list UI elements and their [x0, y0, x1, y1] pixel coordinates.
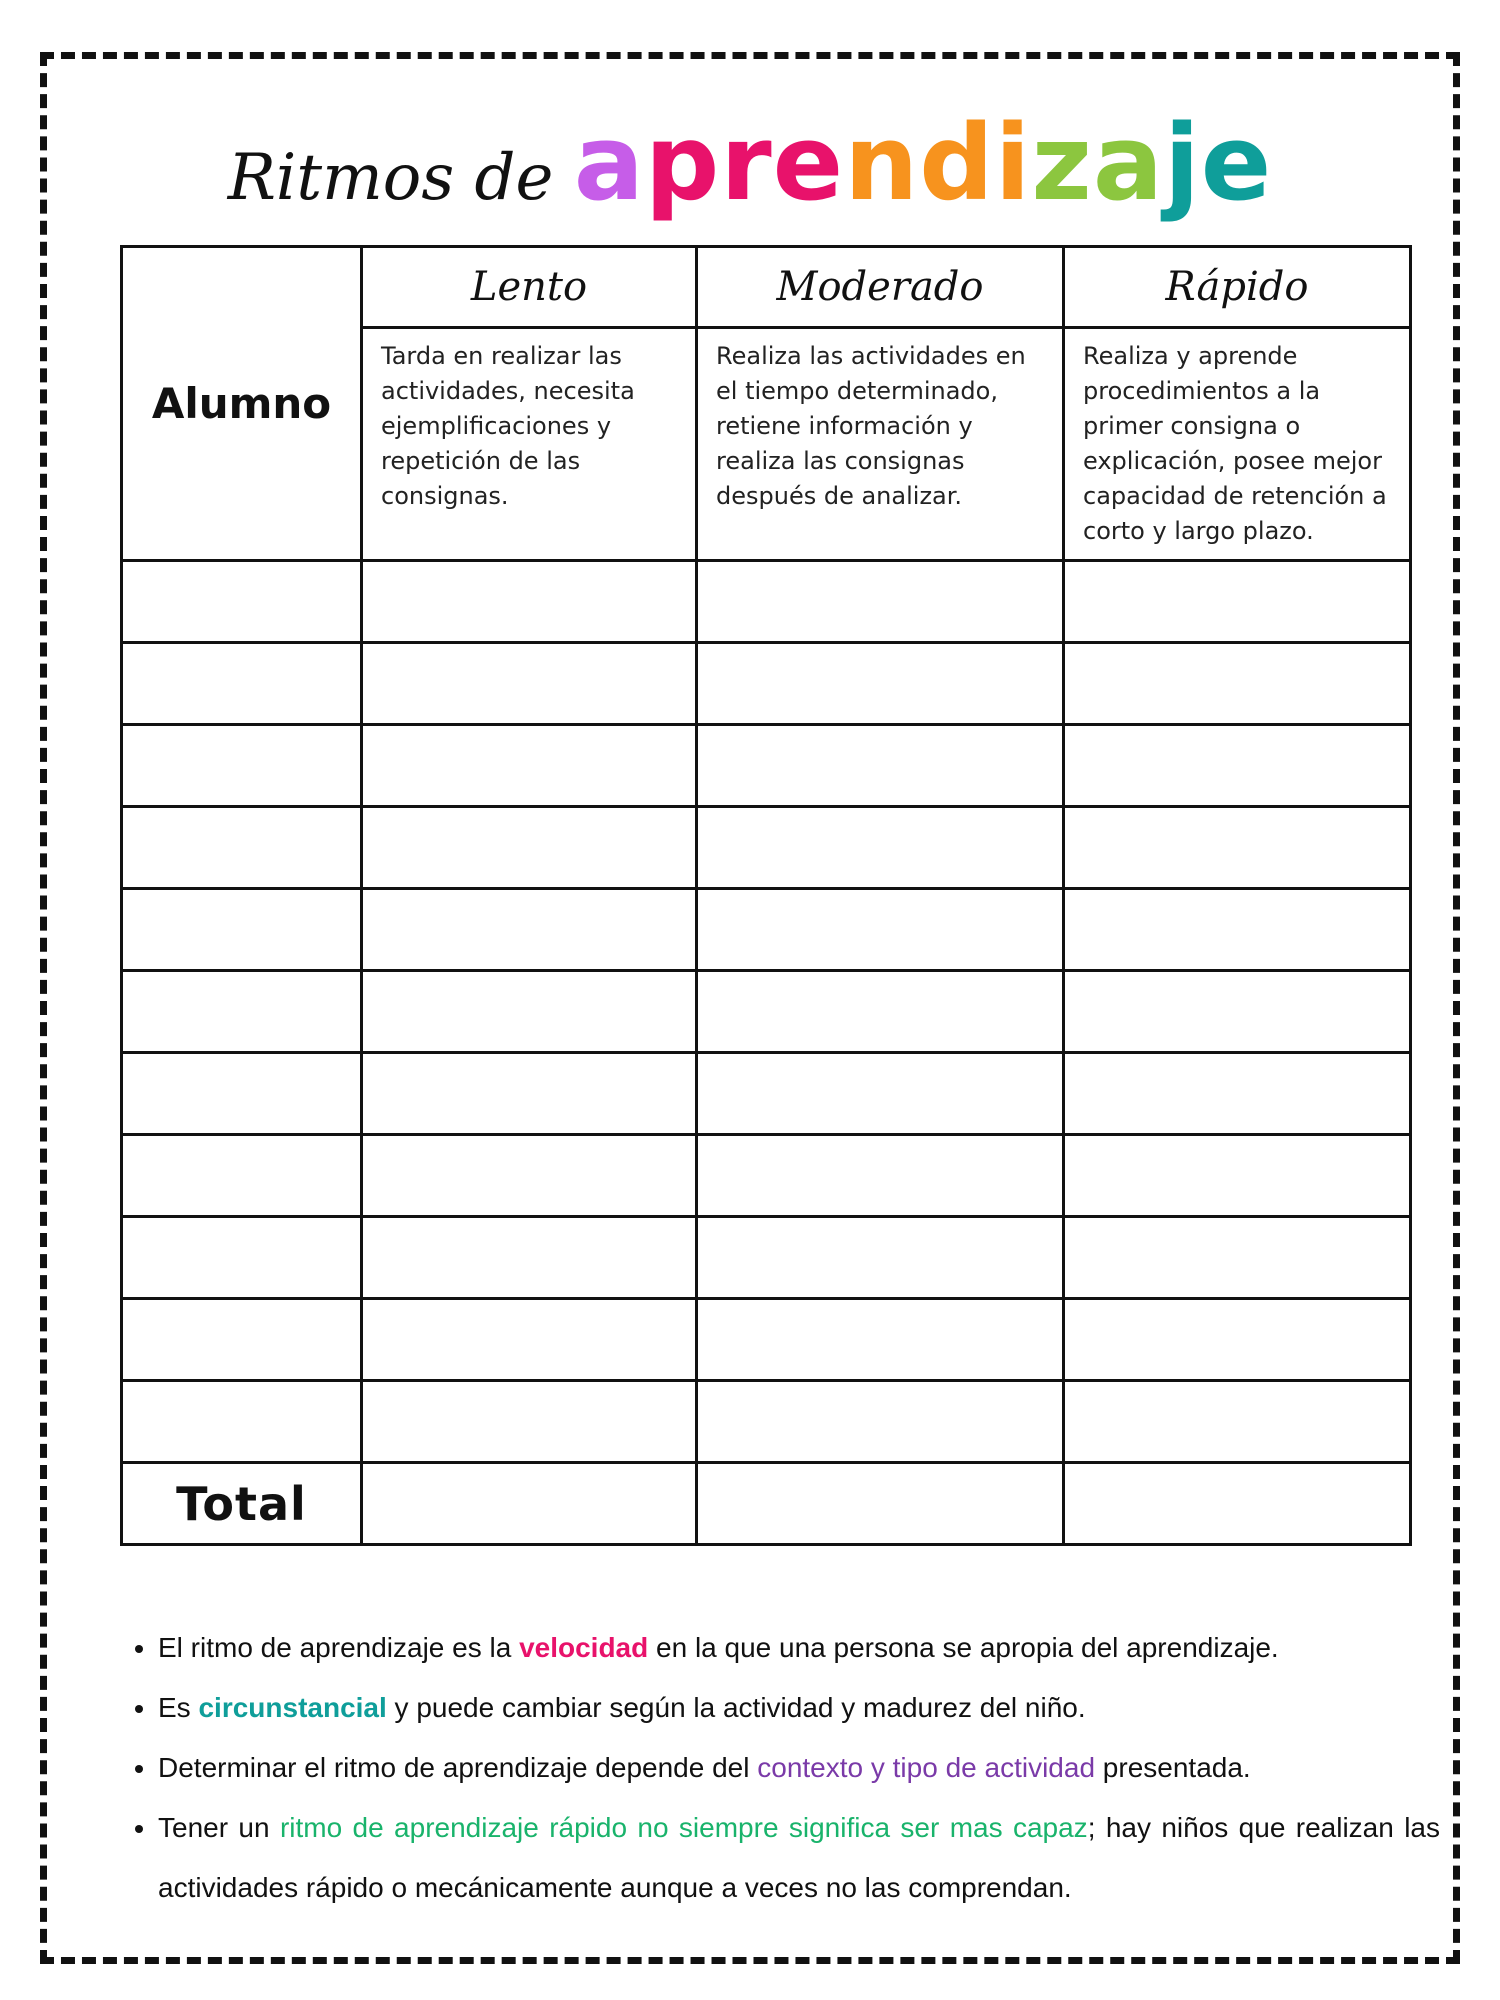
blank-cell-rapido[interactable] — [1064, 561, 1411, 643]
blank-cell-alumno[interactable] — [122, 1135, 362, 1217]
title-letter: i — [994, 102, 1032, 224]
blank-cell-moderado[interactable] — [697, 1299, 1064, 1381]
blank-cell-moderado[interactable] — [697, 889, 1064, 971]
total-cell-moderado[interactable] — [697, 1463, 1064, 1545]
table-row — [122, 971, 1411, 1053]
note-item: • Determinar el ritmo de aprendizaje depende del contexto y tipo de actividad presentada. — [158, 1738, 1440, 1798]
column-header-rapido: Rápido — [1064, 247, 1411, 328]
note-item: • El ritmo de aprendizaje es la velocidad en la que una persona se apropia del aprendizaje. — [158, 1618, 1440, 1678]
alumno-header: Alumno — [122, 247, 362, 561]
blank-cell-rapido[interactable] — [1064, 807, 1411, 889]
blank-cell-rapido[interactable] — [1064, 1217, 1411, 1299]
title-letter: d — [919, 102, 995, 224]
blank-cell-alumno[interactable] — [122, 1053, 362, 1135]
title-letter: e — [772, 102, 845, 224]
blank-cell-rapido[interactable] — [1064, 1299, 1411, 1381]
blank-cell-alumno[interactable] — [122, 807, 362, 889]
note-item: • Tener un ritmo de aprendizaje rápido no siempre significa ser mas capaz; hay niños que realizan las actividades rápido o mecánicamente aunque a veces no las comprendan. — [158, 1798, 1440, 1918]
blank-cell-lento[interactable] — [362, 643, 697, 725]
table-row — [122, 1135, 1411, 1217]
blank-cell-lento[interactable] — [362, 725, 697, 807]
blank-cell-moderado[interactable] — [697, 561, 1064, 643]
page-title — [0, 102, 1500, 233]
table-row — [122, 725, 1411, 807]
blank-cell-alumno[interactable] — [122, 561, 362, 643]
learning-rhythm-table — [120, 245, 1412, 1546]
title-letter: j — [1164, 102, 1201, 224]
title-colored-word — [574, 102, 1273, 224]
blank-cell-rapido[interactable] — [1064, 643, 1411, 725]
blank-cell-rapido[interactable] — [1064, 889, 1411, 971]
blank-cell-moderado[interactable] — [697, 1135, 1064, 1217]
blank-cell-lento[interactable] — [362, 807, 697, 889]
table-row — [122, 1299, 1411, 1381]
title-letter: r — [720, 102, 773, 224]
blank-cell-moderado[interactable] — [697, 1381, 1064, 1463]
title-prefix: Ritmos de — [227, 141, 574, 215]
table-row — [122, 807, 1411, 889]
column-header-moderado: Moderado — [697, 247, 1064, 328]
title-letter: a — [573, 102, 645, 224]
blank-cell-rapido[interactable] — [1064, 1135, 1411, 1217]
blank-cell-alumno[interactable] — [122, 1299, 362, 1381]
total-cell-rapido[interactable] — [1064, 1463, 1411, 1545]
title-letter: n — [844, 102, 920, 224]
blank-cell-moderado[interactable] — [697, 1053, 1064, 1135]
title-letter: e — [1200, 102, 1273, 224]
blank-cell-alumno[interactable] — [122, 725, 362, 807]
table-row — [122, 1053, 1411, 1135]
description-moderado: Realiza las actividades en el tiempo determinado, retiene información y realiza las consignas después de analizar. — [697, 328, 1064, 561]
description-rapido: Realiza y aprende procedimientos a la primer consigna o explicación, posee mejor capacidad de retención a corto y largo plazo. — [1064, 328, 1411, 561]
blank-cell-lento[interactable] — [362, 971, 697, 1053]
blank-cell-lento[interactable] — [362, 1217, 697, 1299]
blank-cell-lento[interactable] — [362, 889, 697, 971]
blank-cell-lento[interactable] — [362, 561, 697, 643]
blank-cell-rapido[interactable] — [1064, 1381, 1411, 1463]
table-row — [122, 1217, 1411, 1299]
blank-cell-rapido[interactable] — [1064, 725, 1411, 807]
blank-cell-moderado[interactable] — [697, 807, 1064, 889]
blank-cell-moderado[interactable] — [697, 1217, 1064, 1299]
blank-cell-rapido[interactable] — [1064, 971, 1411, 1053]
total-cell-lento[interactable] — [362, 1463, 697, 1545]
blank-cell-alumno[interactable] — [122, 1381, 362, 1463]
title-letter: a — [1092, 102, 1165, 224]
blank-cell-alumno[interactable] — [122, 889, 362, 971]
notes-list — [118, 1618, 1440, 1918]
title-letter: z — [1031, 102, 1093, 224]
table-row — [122, 561, 1411, 643]
blank-cell-alumno[interactable] — [122, 1217, 362, 1299]
blank-cell-alumno[interactable] — [122, 971, 362, 1053]
blank-cell-lento[interactable] — [362, 1299, 697, 1381]
blank-cell-moderado[interactable] — [697, 725, 1064, 807]
total-label: Total — [122, 1463, 362, 1545]
blank-cell-alumno[interactable] — [122, 643, 362, 725]
blank-cell-lento[interactable] — [362, 1053, 697, 1135]
blank-cell-rapido[interactable] — [1064, 1053, 1411, 1135]
table-row — [122, 889, 1411, 971]
blank-cell-lento[interactable] — [362, 1135, 697, 1217]
blank-cell-moderado[interactable] — [697, 643, 1064, 725]
table-row — [122, 1381, 1411, 1463]
blank-cell-moderado[interactable] — [697, 971, 1064, 1053]
description-lento: Tarda en realizar las actividades, necesita ejemplificaciones y repetición de las consignas. — [362, 328, 697, 561]
table-row — [122, 643, 1411, 725]
blank-cell-lento[interactable] — [362, 1381, 697, 1463]
note-item: • Es circunstancial y puede cambiar según la actividad y madurez del niño. — [158, 1678, 1440, 1738]
column-header-lento: Lento — [362, 247, 697, 328]
title-letter: p — [644, 102, 721, 224]
